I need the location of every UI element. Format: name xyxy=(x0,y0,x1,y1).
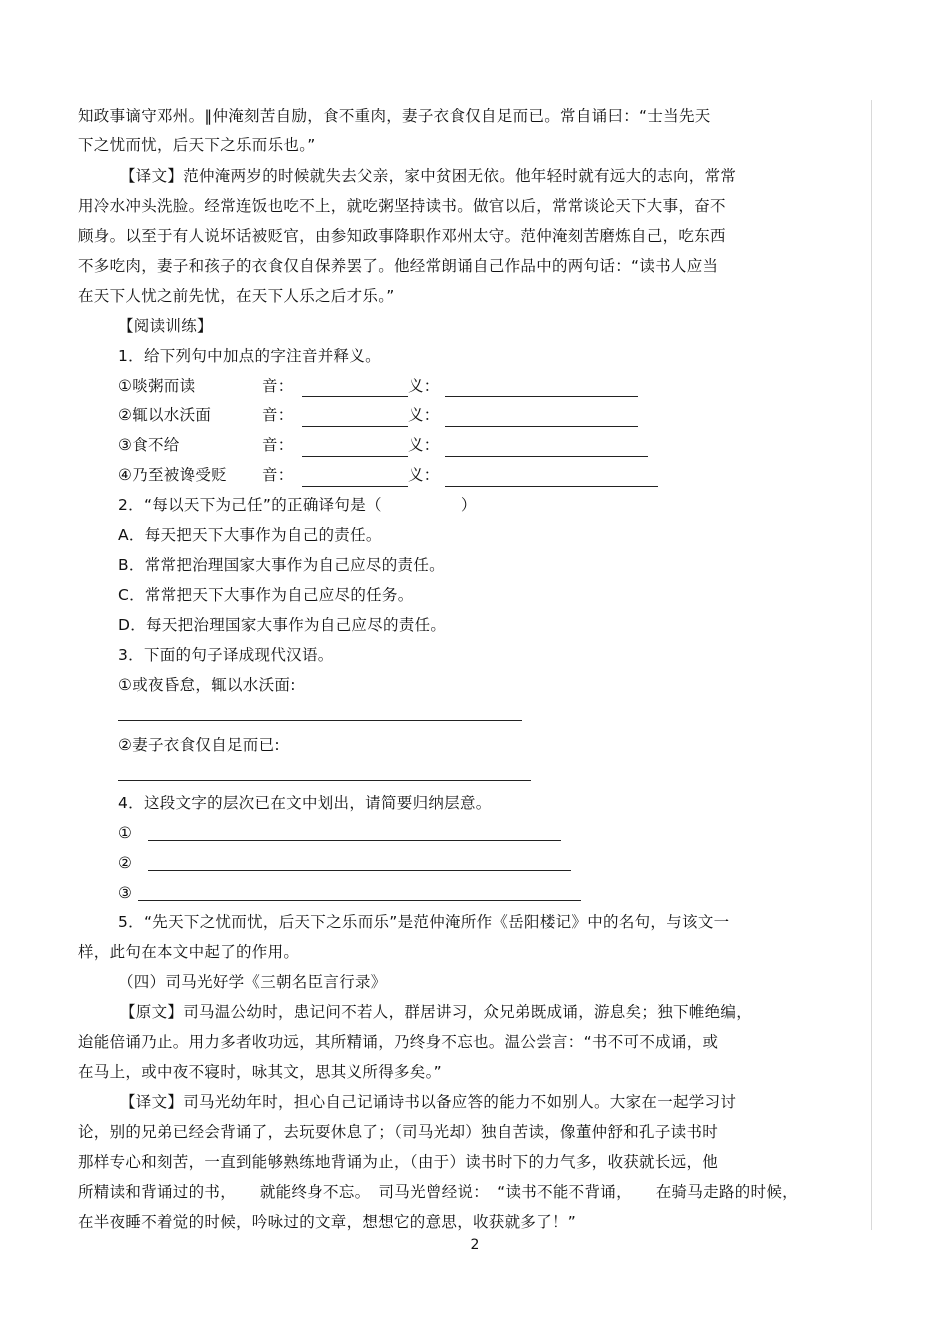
meaning-blank[interactable] xyxy=(445,396,638,397)
question-2: 2．“每以天下为己任”的正确译句是（ ） xyxy=(118,496,477,514)
sound-label: 音： xyxy=(262,436,294,454)
text-line: 【译文】范仲淹两岁的时候就失去父亲，家中贫困无依。他年轻时就有远大的志向，常常 xyxy=(120,167,737,185)
layer-blank[interactable] xyxy=(148,840,561,841)
translation-text: 【译文】司马光幼年时，担心自己记诵诗书以备应答的能力不如别人。大家在一起学习讨 xyxy=(120,1093,737,1111)
original-text: 【原文】司马温公幼时，患记问不若人，群居讲习，众兄弟既成诵，游息矣；独下帷绝编， xyxy=(120,1003,753,1021)
vocab-phrase: ④乃至被谗受贬 xyxy=(118,466,227,484)
text-line: 顾身。以至于有人说坏话被贬官，由参知政事降职作邓州太守。范仲淹刻苦磨炼自己，吃东西 xyxy=(78,227,726,245)
sentence-2: ②妻子衣食仅自足而已: xyxy=(118,736,280,754)
translation-text: 所精读和背诵过的书， 就能终身不忘。 司马光曾经说： “读书不能不背诵， 在骑马走路的时候， xyxy=(78,1183,798,1201)
option-a: A．每天把天下大事作为自己的责任。 xyxy=(118,526,382,544)
meaning-label: 义： xyxy=(408,436,440,454)
vocab-phrase: ②辄以水沃面 xyxy=(118,406,212,424)
sound-blank[interactable] xyxy=(302,456,408,457)
translation-text: 论，别的兄弟已经会背诵了，去玩耍休息了；（司马光却）独自苦读，像董仲舒和孔子读书时 xyxy=(78,1123,719,1141)
page-number: 2 xyxy=(470,1237,480,1253)
option-b: B．常常把治理国家大事作为自己应尽的责任。 xyxy=(118,556,445,574)
meaning-label: 义： xyxy=(408,377,440,395)
section-title: （四）司马光好学《三朝名臣言行录》 xyxy=(118,973,387,991)
text-line: 用冷水冲头洗脸。经常连饭也吃不上，就吃粥坚持读书。做官以后，常常谈论天下大事，奋不 xyxy=(78,197,726,215)
meaning-blank[interactable] xyxy=(445,426,638,427)
meaning-label: 义： xyxy=(408,406,440,424)
question-1: 1．给下列句中加点的字注音并释义。 xyxy=(118,347,381,365)
option-c: C．常常把天下大事作为自己应尽的任务。 xyxy=(118,586,414,604)
sound-label: 音： xyxy=(262,406,294,424)
question-5: 5．“先天下之忧而忧，后天下之乐而乐”是范仲淹所作《岳阳楼记》中的名句，与该文一 xyxy=(118,913,730,931)
text-line: 下之忧而忧，后天下之乐而乐也。” xyxy=(78,136,316,154)
text-line: 样，此句在本文中起了的作用。 xyxy=(78,943,300,961)
page-margin-rule xyxy=(871,100,872,1230)
answer-blank[interactable] xyxy=(118,780,531,781)
original-text: 在马上，或中夜不寝时，咏其文，思其义所得多矣。” xyxy=(78,1063,442,1081)
sound-label: 音： xyxy=(262,466,294,484)
vocab-phrase: ③食不给 xyxy=(118,436,180,454)
original-text: 迨能倍诵乃止。用力多者收功远，其所精诵，乃终身不忘也。温公尝言：“书不可不成诵，或 xyxy=(78,1033,719,1051)
text-line: 在天下人忧之前先忧，在天下人乐之后才乐。” xyxy=(78,287,395,305)
layer-label: ② xyxy=(118,854,133,872)
option-d: D．每天把治理国家大事作为自己应尽的责任。 xyxy=(118,616,447,634)
text-line: 不多吃肉，妻子和孩子的衣食仅自保养罢了。他经常朗诵自己作品中的两句话：“读书人应当 xyxy=(78,257,719,275)
translation-text: 那样专心和刻苦，一直到能够熟练地背诵为止，（由于）读书时下的力气多，收获就长远，他 xyxy=(78,1153,719,1171)
question-4: 4．这段文字的层次已在文中划出，请简要归纳层意。 xyxy=(118,794,492,812)
layer-label: ③ xyxy=(118,884,133,902)
section-heading: 【阅读训练】 xyxy=(118,317,213,335)
sound-blank[interactable] xyxy=(302,426,408,427)
sound-blank[interactable] xyxy=(302,396,408,397)
meaning-blank[interactable] xyxy=(445,486,658,487)
layer-blank[interactable] xyxy=(148,870,571,871)
meaning-label: 义： xyxy=(408,466,440,484)
layer-blank[interactable] xyxy=(138,900,581,901)
question-3: 3．下面的句子译成现代汉语。 xyxy=(118,646,334,664)
sound-label: 音： xyxy=(262,377,294,395)
translation-text: 在半夜睡不着觉的时候，吟咏过的文章，想想它的意思，收获就多了！” xyxy=(78,1213,577,1231)
layer-label: ① xyxy=(118,824,133,842)
sound-blank[interactable] xyxy=(302,486,408,487)
sentence-1: ①或夜昏怠，辄以水沃面: xyxy=(118,676,296,694)
answer-blank[interactable] xyxy=(118,720,522,721)
text-line: 知政事谪守邓州。‖仲淹刻苦自励，食不重肉，妻子衣食仅自足而已。常自诵曰：“士当先天 xyxy=(78,107,711,125)
vocab-phrase: ①啖粥而读 xyxy=(118,377,196,395)
meaning-blank[interactable] xyxy=(445,456,648,457)
